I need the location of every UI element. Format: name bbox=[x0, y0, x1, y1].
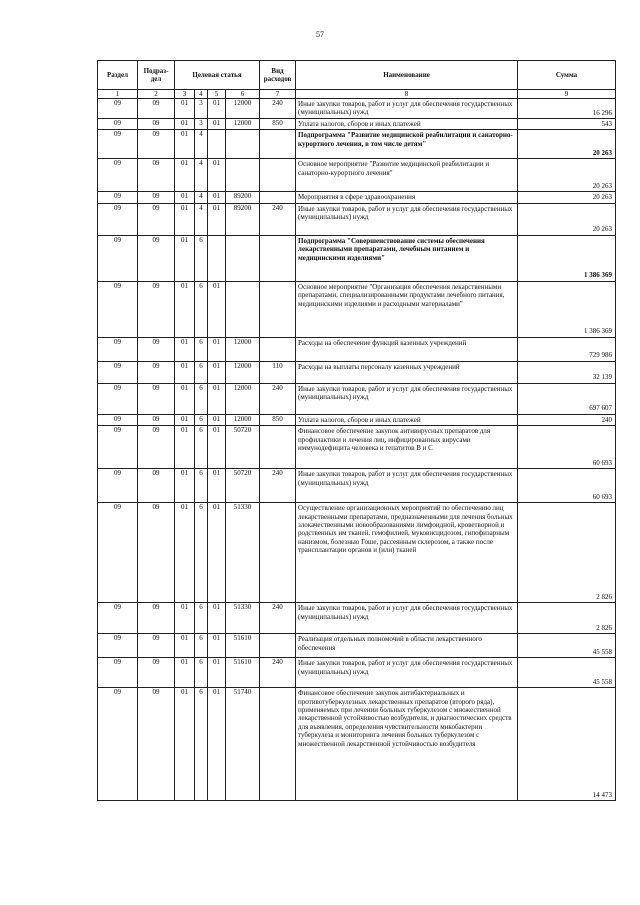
cell-subprogram: 3 bbox=[195, 119, 208, 130]
cell-subprogram: 6 bbox=[195, 503, 208, 603]
table-body bbox=[98, 99, 616, 801]
cell-subprogram: 6 bbox=[195, 688, 208, 801]
cell-podrazdel: 09 bbox=[138, 361, 175, 383]
cell-program: 01 bbox=[175, 235, 195, 281]
cell-program: 01 bbox=[175, 383, 195, 414]
cell-subprogram: 6 bbox=[195, 469, 208, 503]
cell-podrazdel: 09 bbox=[138, 634, 175, 658]
cell-name: Осуществление организационных мероприятий по обеспечению лиц лекарственными препаратами, предназначенными для лечения больных злокачественными новообразованиями лимфоидной, кроветворной и родственных им тканей, гемофилией, муковисцидозом, гипофизарным нанизмом, болезнью Гоше, рассеянным склерозом, а также после трансплантации органов и (или) тканей bbox=[296, 503, 518, 603]
cell-expense-type bbox=[260, 130, 296, 159]
cell-name: Основное мероприятие "Развитие медицинской реабилитации и санаторно-курортного лечения" bbox=[296, 159, 518, 192]
cell-expense-type bbox=[260, 235, 296, 281]
cell-expense-type: 240 bbox=[260, 658, 296, 688]
cell-razdel: 09 bbox=[98, 688, 138, 801]
cell-program: 01 bbox=[175, 281, 195, 337]
cell-amount: 60 693 bbox=[518, 426, 616, 469]
table-row bbox=[98, 203, 616, 235]
cell-podrazdel: 09 bbox=[138, 159, 175, 192]
cell-subprogram: 6 bbox=[195, 634, 208, 658]
table-row bbox=[98, 130, 616, 159]
cell-subprogram: 4 bbox=[195, 192, 208, 203]
cell-podrazdel: 09 bbox=[138, 99, 175, 119]
table-row bbox=[98, 281, 616, 337]
cell-program: 01 bbox=[175, 658, 195, 688]
column-number: 8 bbox=[296, 90, 518, 99]
cell-event: 01 bbox=[208, 99, 226, 119]
table-row bbox=[98, 634, 616, 658]
cell-subprogram: 6 bbox=[195, 658, 208, 688]
cell-event: 01 bbox=[208, 469, 226, 503]
column-number: 1 bbox=[98, 90, 138, 99]
table-row bbox=[98, 337, 616, 361]
cell-amount: 729 986 bbox=[518, 337, 616, 361]
cell-event: 01 bbox=[208, 192, 226, 203]
cell-podrazdel: 09 bbox=[138, 658, 175, 688]
column-number: 9 bbox=[518, 90, 616, 99]
cell-name: Уплата налогов, сборов и иных платежей bbox=[296, 414, 518, 425]
cell-direction bbox=[226, 130, 260, 159]
cell-name: Подпрограмма "Совершенствование системы обеспечения лекарственными препаратами, лечебным питанием и медицинскими изделиями" bbox=[296, 235, 518, 281]
cell-name: Иные закупки товаров, работ и услуг для обеспечения государственных (муниципальных) нужд bbox=[296, 203, 518, 235]
cell-amount: 2 826 bbox=[518, 603, 616, 634]
cell-subprogram: 3 bbox=[195, 99, 208, 119]
cell-direction bbox=[226, 235, 260, 281]
cell-direction: 51610 bbox=[226, 634, 260, 658]
cell-expense-type bbox=[260, 337, 296, 361]
cell-event: 01 bbox=[208, 658, 226, 688]
cell-program: 01 bbox=[175, 503, 195, 603]
header-celevaya-statya: Целевая статья bbox=[175, 61, 260, 90]
cell-razdel: 09 bbox=[98, 119, 138, 130]
cell-direction bbox=[226, 159, 260, 192]
table-row bbox=[98, 383, 616, 414]
cell-direction: 12000 bbox=[226, 99, 260, 119]
cell-event: 01 bbox=[208, 383, 226, 414]
column-number: 7 bbox=[260, 90, 296, 99]
cell-razdel: 09 bbox=[98, 159, 138, 192]
cell-amount: 20 263 bbox=[518, 192, 616, 203]
cell-razdel: 09 bbox=[98, 99, 138, 119]
table-row bbox=[98, 426, 616, 469]
cell-expense-type: 240 bbox=[260, 603, 296, 634]
cell-direction: 51610 bbox=[226, 658, 260, 688]
cell-direction: 12000 bbox=[226, 337, 260, 361]
cell-razdel: 09 bbox=[98, 634, 138, 658]
table-row bbox=[98, 469, 616, 503]
cell-razdel: 09 bbox=[98, 192, 138, 203]
cell-expense-type: 240 bbox=[260, 99, 296, 119]
table-row bbox=[98, 192, 616, 203]
table-row bbox=[98, 159, 616, 192]
cell-event: 01 bbox=[208, 361, 226, 383]
cell-event: 01 bbox=[208, 503, 226, 603]
cell-expense-type bbox=[260, 503, 296, 603]
cell-program: 01 bbox=[175, 119, 195, 130]
column-number-row bbox=[98, 90, 616, 99]
cell-direction: 89200 bbox=[226, 203, 260, 235]
cell-subprogram: 6 bbox=[195, 337, 208, 361]
cell-name: Иные закупки товаров, работ и услуг для обеспечения государственных (муниципальных) нужд bbox=[296, 99, 518, 119]
cell-podrazdel: 09 bbox=[138, 383, 175, 414]
cell-razdel: 09 bbox=[98, 337, 138, 361]
cell-name: Иные закупки товаров, работ и услуг для обеспечения государственных (муниципальных) нужд bbox=[296, 658, 518, 688]
column-number: 6 bbox=[226, 90, 260, 99]
cell-amount: 240 bbox=[518, 414, 616, 425]
cell-event: 01 bbox=[208, 634, 226, 658]
cell-name: Уплата налогов, сборов и иных платежей bbox=[296, 119, 518, 130]
cell-podrazdel: 09 bbox=[138, 688, 175, 801]
cell-razdel: 09 bbox=[98, 235, 138, 281]
cell-event: 01 bbox=[208, 337, 226, 361]
cell-direction: 51330 bbox=[226, 503, 260, 603]
cell-expense-type bbox=[260, 159, 296, 192]
table-row bbox=[98, 99, 616, 119]
table-row bbox=[98, 688, 616, 801]
cell-name: Иные закупки товаров, работ и услуг для обеспечения государственных (муниципальных) нужд bbox=[296, 383, 518, 414]
cell-amount: 1 386 369 bbox=[518, 281, 616, 337]
cell-event: 01 bbox=[208, 203, 226, 235]
cell-podrazdel: 09 bbox=[138, 426, 175, 469]
header-row bbox=[98, 61, 616, 90]
cell-expense-type bbox=[260, 281, 296, 337]
cell-podrazdel: 09 bbox=[138, 119, 175, 130]
cell-expense-type: 110 bbox=[260, 361, 296, 383]
cell-program: 01 bbox=[175, 361, 195, 383]
cell-expense-type: 850 bbox=[260, 414, 296, 425]
cell-expense-type: 850 bbox=[260, 119, 296, 130]
cell-program: 01 bbox=[175, 192, 195, 203]
cell-subprogram: 6 bbox=[195, 361, 208, 383]
cell-event: 01 bbox=[208, 414, 226, 425]
cell-subprogram: 6 bbox=[195, 603, 208, 634]
cell-podrazdel: 09 bbox=[138, 503, 175, 603]
table-row bbox=[98, 414, 616, 425]
cell-program: 01 bbox=[175, 603, 195, 634]
cell-expense-type: 240 bbox=[260, 383, 296, 414]
cell-program: 01 bbox=[175, 130, 195, 159]
cell-razdel: 09 bbox=[98, 130, 138, 159]
column-number: 3 bbox=[175, 90, 195, 99]
cell-program: 01 bbox=[175, 688, 195, 801]
cell-program: 01 bbox=[175, 414, 195, 425]
cell-podrazdel: 09 bbox=[138, 337, 175, 361]
cell-event bbox=[208, 130, 226, 159]
cell-amount: 45 558 bbox=[518, 634, 616, 658]
cell-amount: 14 473 bbox=[518, 688, 616, 801]
cell-amount: 32 139 bbox=[518, 361, 616, 383]
cell-direction: 12000 bbox=[226, 383, 260, 414]
cell-event bbox=[208, 235, 226, 281]
cell-event: 01 bbox=[208, 426, 226, 469]
cell-program: 01 bbox=[175, 469, 195, 503]
cell-direction: 12000 bbox=[226, 119, 260, 130]
cell-razdel: 09 bbox=[98, 281, 138, 337]
cell-razdel: 09 bbox=[98, 469, 138, 503]
cell-expense-type bbox=[260, 688, 296, 801]
table-row bbox=[98, 658, 616, 688]
cell-subprogram: 6 bbox=[195, 281, 208, 337]
cell-amount: 20 263 bbox=[518, 203, 616, 235]
header-naimenovanie: Наименование bbox=[296, 61, 518, 90]
cell-direction: 50720 bbox=[226, 426, 260, 469]
cell-amount: 2 826 bbox=[518, 503, 616, 603]
cell-name: Расходы на выплаты персоналу казенных учреждений bbox=[296, 361, 518, 383]
cell-podrazdel: 09 bbox=[138, 469, 175, 503]
column-number: 5 bbox=[208, 90, 226, 99]
cell-event: 01 bbox=[208, 281, 226, 337]
cell-razdel: 09 bbox=[98, 361, 138, 383]
cell-event: 01 bbox=[208, 688, 226, 801]
budget-table bbox=[97, 60, 616, 801]
cell-amount: 45 558 bbox=[518, 658, 616, 688]
cell-razdel: 09 bbox=[98, 503, 138, 603]
cell-razdel: 09 bbox=[98, 426, 138, 469]
cell-razdel: 09 bbox=[98, 603, 138, 634]
cell-subprogram: 4 bbox=[195, 159, 208, 192]
cell-event: 01 bbox=[208, 603, 226, 634]
cell-amount: 60 693 bbox=[518, 469, 616, 503]
cell-amount: 1 386 369 bbox=[518, 235, 616, 281]
cell-program: 01 bbox=[175, 159, 195, 192]
cell-program: 01 bbox=[175, 426, 195, 469]
cell-subprogram: 4 bbox=[195, 203, 208, 235]
cell-expense-type: 240 bbox=[260, 469, 296, 503]
cell-subprogram: 6 bbox=[195, 426, 208, 469]
cell-event: 01 bbox=[208, 119, 226, 130]
cell-subprogram: 6 bbox=[195, 414, 208, 425]
column-number: 2 bbox=[138, 90, 175, 99]
cell-amount: 20 263 bbox=[518, 130, 616, 159]
cell-expense-type bbox=[260, 192, 296, 203]
header-summa: Сумма bbox=[518, 61, 616, 90]
cell-podrazdel: 09 bbox=[138, 235, 175, 281]
cell-event: 01 bbox=[208, 159, 226, 192]
header-razdel: Раздел bbox=[98, 61, 138, 90]
cell-amount: 543 bbox=[518, 119, 616, 130]
cell-name: Иные закупки товаров, работ и услуг для обеспечения государственных (муниципальных) нужд bbox=[296, 603, 518, 634]
cell-subprogram: 4 bbox=[195, 130, 208, 159]
cell-program: 01 bbox=[175, 99, 195, 119]
cell-subprogram: 6 bbox=[195, 383, 208, 414]
cell-podrazdel: 09 bbox=[138, 281, 175, 337]
cell-direction: 51740 bbox=[226, 688, 260, 801]
cell-razdel: 09 bbox=[98, 203, 138, 235]
cell-podrazdel: 09 bbox=[138, 203, 175, 235]
page-number: 57 bbox=[316, 30, 324, 39]
column-number: 4 bbox=[195, 90, 208, 99]
cell-direction: 50720 bbox=[226, 469, 260, 503]
cell-name: Иные закупки товаров, работ и услуг для обеспечения государственных (муниципальных) нужд bbox=[296, 469, 518, 503]
cell-direction: 12000 bbox=[226, 361, 260, 383]
cell-amount: 20 263 bbox=[518, 159, 616, 192]
cell-name: Финансовое обеспечение закупок антибактериальных и противотуберкулезных лекарственных препаратов (второго ряда), применяемых при лечении больных туберкулезом с множественной лекарственной устойчивостью возбудителя, и диагностических средств для выявления, определения чувствительности микобактерии туберкулеза и мониторинга лечения больных туберкулезом с множественной лекарственной устойчивостью возбудителя bbox=[296, 688, 518, 801]
cell-program: 01 bbox=[175, 634, 195, 658]
cell-expense-type: 240 bbox=[260, 203, 296, 235]
cell-direction: 51330 bbox=[226, 603, 260, 634]
cell-direction: 12000 bbox=[226, 414, 260, 425]
cell-name: Финансовое обеспечение закупок антивирусных препаратов для профилактики и лечения лиц, инфицированных вирусами иммунодефицита человека и гепатитов В и С bbox=[296, 426, 518, 469]
cell-name: Мероприятия в сфере здравоохранения bbox=[296, 192, 518, 203]
cell-name: Расходы на обеспечение функций казенных учреждений bbox=[296, 337, 518, 361]
table-row bbox=[98, 503, 616, 603]
cell-expense-type bbox=[260, 634, 296, 658]
cell-expense-type bbox=[260, 426, 296, 469]
cell-podrazdel: 09 bbox=[138, 603, 175, 634]
header-podrazdel: Подраз-дел bbox=[138, 61, 175, 90]
cell-name: Реализация отдельных полномочий в области лекарственного обеспечения bbox=[296, 634, 518, 658]
cell-razdel: 09 bbox=[98, 414, 138, 425]
cell-program: 01 bbox=[175, 203, 195, 235]
cell-podrazdel: 09 bbox=[138, 414, 175, 425]
table-row bbox=[98, 603, 616, 634]
cell-podrazdel: 09 bbox=[138, 192, 175, 203]
table-row bbox=[98, 235, 616, 281]
cell-program: 01 bbox=[175, 337, 195, 361]
cell-name: Подпрограмма "Развитие медицинской реабилитации и санаторно-курортного лечения, в том числе детям" bbox=[296, 130, 518, 159]
cell-subprogram: 6 bbox=[195, 235, 208, 281]
table-row bbox=[98, 119, 616, 130]
cell-direction: 89200 bbox=[226, 192, 260, 203]
table-row bbox=[98, 361, 616, 383]
cell-amount: 16 296 bbox=[518, 99, 616, 119]
cell-amount: 697 607 bbox=[518, 383, 616, 414]
cell-name: Основное мероприятие "Организация обеспечения лекарственными препаратами, специализированными продуктами лечебного питания, медицинскими изделиями и расходными материалами" bbox=[296, 281, 518, 337]
cell-podrazdel: 09 bbox=[138, 130, 175, 159]
cell-razdel: 09 bbox=[98, 383, 138, 414]
header-vid-rashodov: Вид расходов bbox=[260, 61, 296, 90]
cell-direction bbox=[226, 281, 260, 337]
cell-razdel: 09 bbox=[98, 658, 138, 688]
